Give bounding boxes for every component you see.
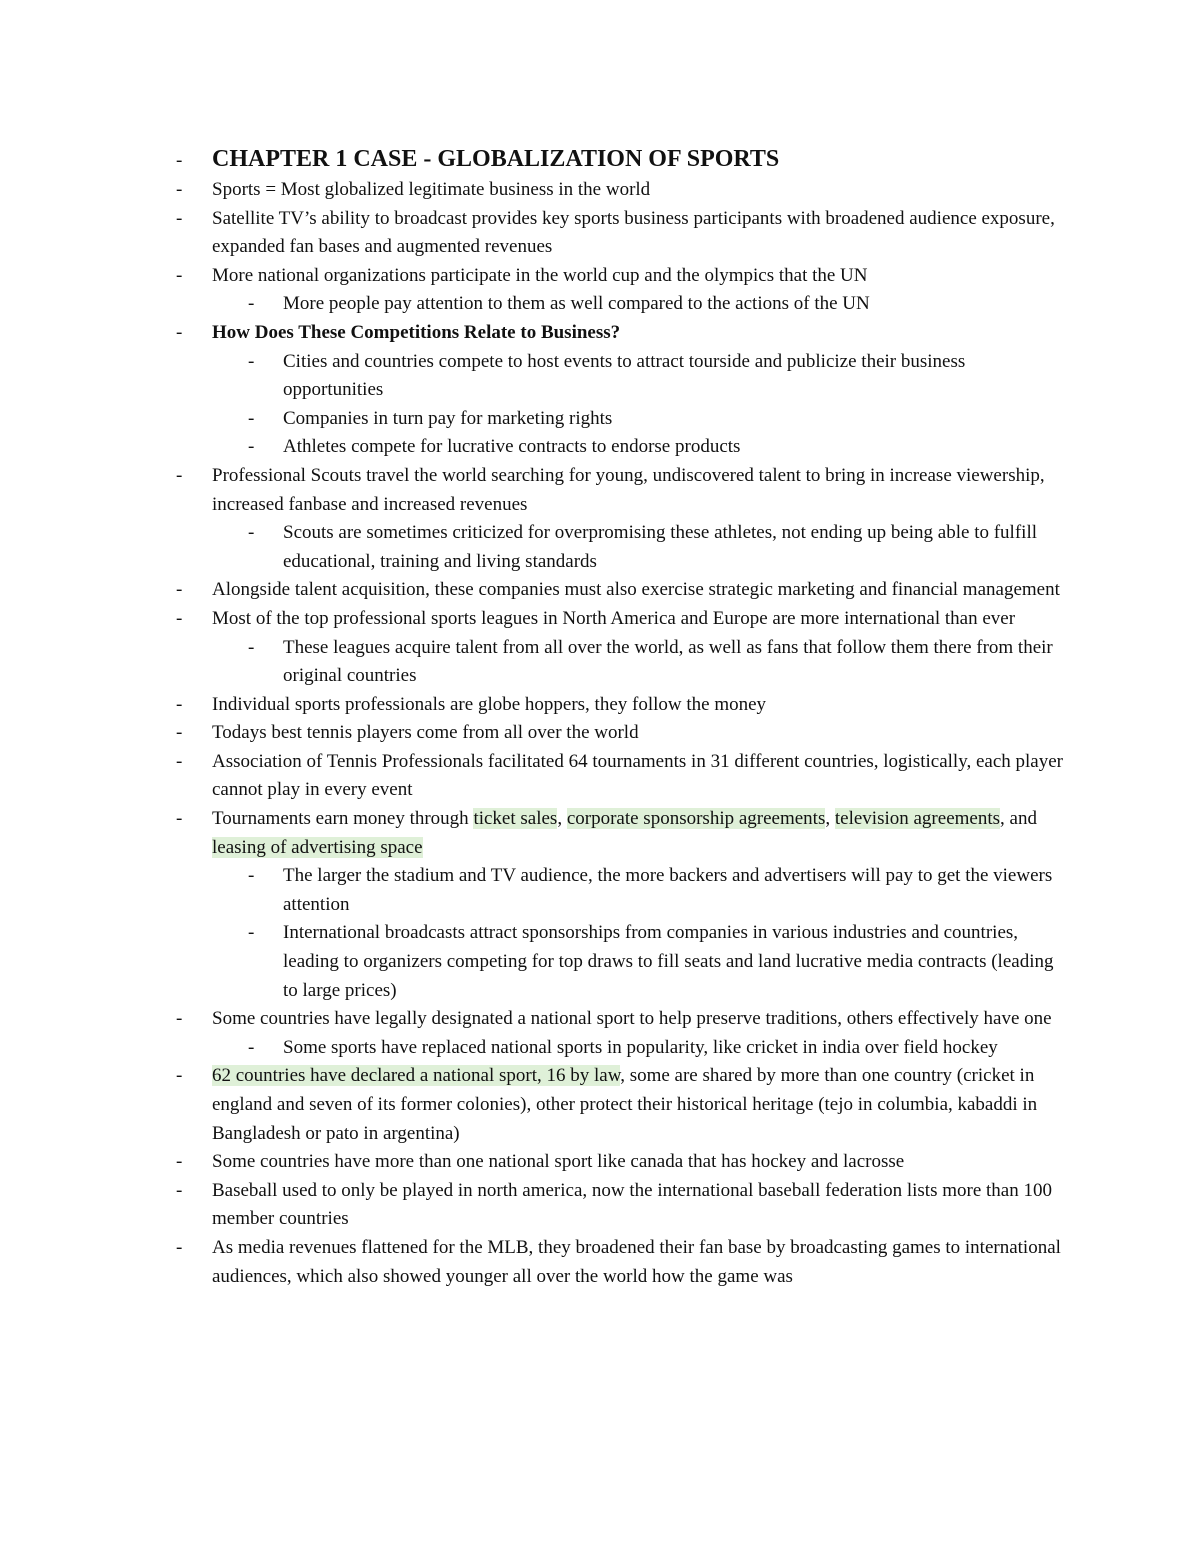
text-run: More people pay attention to them as well compared to the actions of the UN: [283, 293, 870, 315]
text-run: International broadcasts attract sponsorships from companies in various industries and countries, leading to organizers competing for top draws to fill seats and land lucrative media contracts (leading to large prices): [283, 922, 1054, 1001]
bullet-item: [170, 262, 1070, 291]
text-run: Some sports have replaced national sports in popularity, like cricket in india over field hockey: [283, 1036, 998, 1058]
bullet-item: [170, 462, 1070, 519]
text-run: ,: [557, 808, 567, 830]
bullet-text: [212, 322, 620, 343]
text-run: Professional Scouts travel the world searching for young, undiscovered talent to bring in increase viewership, increased fanbase and increased revenues: [212, 464, 1045, 515]
bullet-item: [170, 1177, 1070, 1234]
bullet-dash: -: [248, 436, 255, 458]
bullet-text: [283, 436, 740, 457]
bullet-text: [212, 722, 639, 743]
bullet-item: [170, 691, 1070, 720]
bullet-text: [212, 808, 1037, 858]
bullet-text: [212, 608, 1015, 629]
sub-bullet-item: [170, 290, 1070, 319]
text-run: Some countries have more than one national sport like canada that has hockey and lacrosse: [212, 1151, 905, 1173]
sub-bullet-item: [170, 433, 1070, 462]
bullet-dash: -: [248, 865, 255, 887]
bullet-dash: -: [176, 1179, 183, 1201]
bullet-text: [212, 1180, 1052, 1230]
highlighted-text: 62 countries have declared a national sport, 16 by law: [212, 1065, 621, 1087]
sub-bullet-item: [170, 919, 1070, 1005]
bullet-text: [212, 146, 779, 172]
sub-bullet-item: [170, 1034, 1070, 1063]
highlighted-text: leasing of advertising space: [212, 836, 423, 858]
bullet-dash: -: [176, 607, 183, 629]
text-run: Cities and countries compete to host events to attract tourside and publicize their business opportunities: [283, 350, 966, 401]
bullet-dash: -: [176, 693, 183, 715]
text-run: Todays best tennis players come from all over the world: [212, 722, 639, 744]
bullet-text: [212, 465, 1045, 515]
bullet-dash: -: [176, 1236, 183, 1258]
bullet-item: [170, 748, 1070, 805]
document-title: [170, 142, 1070, 176]
bullet-dash: -: [248, 636, 255, 658]
sub-bullet-item: [170, 519, 1070, 576]
bullet-text: [212, 1237, 1061, 1287]
bullet-item: [170, 205, 1070, 262]
bullet-dash: -: [176, 808, 183, 830]
bullet-item: [170, 1062, 1070, 1148]
bullet-dash: -: [248, 293, 255, 315]
bullet-dash: -: [176, 1151, 183, 1173]
text-run: Satellite TV’s ability to broadcast provides key sports business participants with broadened audience exposure, expanded fan bases and augmented revenues: [212, 207, 1055, 258]
highlighted-text: corporate sponsorship agreements: [566, 808, 826, 830]
text-run: Companies in turn pay for marketing rights: [283, 407, 613, 429]
bullet-item: [170, 719, 1070, 748]
text-run: Most of the top professional sports leagues in North America and Europe are more international than ever: [212, 607, 1016, 629]
bullet-dash: -: [176, 1065, 183, 1087]
bullet-item: [170, 319, 1070, 348]
bullet-text: [283, 522, 1037, 572]
bullet-dash: -: [176, 179, 183, 200]
bullet-dash: -: [176, 464, 183, 486]
bullet-text: [212, 208, 1055, 258]
bullet-dash: -: [248, 522, 255, 544]
bullet-item: [170, 1148, 1070, 1177]
sub-bullet-item: [170, 405, 1070, 434]
sub-bullet-item: [170, 634, 1070, 691]
bullet-text: [283, 865, 1052, 915]
bullet-text: [283, 1037, 998, 1058]
bullet-dash: -: [176, 1008, 183, 1030]
text-run: The larger the stadium and TV audience, the more backers and advertisers will pay to get the viewers attention: [283, 865, 1053, 915]
text-run: Individual sports professionals are globe hoppers, they follow the money: [212, 693, 767, 715]
bullet-text: [283, 408, 612, 429]
text-run: Athletes compete for lucrative contracts to endorse products: [283, 436, 741, 458]
bullet-text: [212, 694, 766, 715]
bullet-dash: -: [176, 150, 183, 171]
sub-bullet-item: [170, 862, 1070, 919]
text-run: , and: [1000, 808, 1037, 830]
highlighted-text: television agreements: [834, 808, 1001, 830]
bullet-item: [170, 176, 1070, 205]
bullet-dash: -: [176, 264, 183, 286]
highlighted-text: ticket sales: [473, 808, 558, 830]
text-run: ,: [825, 808, 835, 830]
bullet-text: [283, 637, 1053, 687]
bullet-dash: -: [176, 579, 183, 601]
bullet-list: [170, 142, 1070, 1291]
bullet-text: [212, 1151, 904, 1172]
bullet-item: [170, 1234, 1070, 1291]
bullet-dash: -: [176, 321, 183, 343]
text-run: These leagues acquire talent from all over the world, as well as fans that follow them there from their original countries: [283, 636, 1053, 687]
text-run: Baseball used to only be played in north america, now the international baseball federation lists more than 100 member countries: [212, 1179, 1052, 1230]
bullet-dash: -: [248, 922, 255, 944]
bullet-dash: -: [248, 1036, 255, 1058]
bullet-dash: -: [176, 750, 183, 772]
text-run: Scouts are sometimes criticized for overpromising these athletes, not ending up being able to fulfill educational, training and living standards: [283, 522, 1037, 572]
bullet-text: [212, 179, 650, 200]
sub-bullet-item: [170, 348, 1070, 405]
text-run: Sports = Most globalized legitimate business in the world: [212, 179, 651, 200]
bullet-text: [283, 922, 1053, 1000]
bullet-text: [212, 579, 1060, 600]
bullet-text: [212, 265, 868, 286]
bullet-text: [283, 293, 870, 314]
bullet-item: [170, 605, 1070, 634]
bullet-text: [212, 1065, 1037, 1143]
bullet-item: [170, 576, 1070, 605]
bullet-item: [170, 805, 1070, 862]
bullet-dash: -: [248, 350, 255, 372]
bullet-dash: -: [176, 207, 183, 229]
text-run: Association of Tennis Professionals facilitated 64 tournaments in 31 different countries, logistically, each player cannot play in every event: [212, 750, 1063, 801]
bullet-text: [212, 751, 1063, 801]
bullet-dash: -: [248, 407, 255, 429]
text-run: More national organizations participate in the world cup and the olympics that the UN: [212, 264, 868, 286]
text-run: , some are shared by more than one country (cricket in england and seven of its former colonies), other protect their historical heritage (tejo in columbia, kabaddi in Bangladesh or pato in argentina): [212, 1065, 1038, 1144]
bullet-text: [283, 351, 965, 401]
bullet-item: [170, 1005, 1070, 1034]
bullet-text: [212, 1008, 1052, 1029]
text-run: Some countries have legally designated a national sport to help preserve traditions, others effectively have one: [212, 1008, 1052, 1030]
text-run: Alongside talent acquisition, these companies must also exercise strategic marketing and financial management: [212, 579, 1060, 601]
text-run: As media revenues flattened for the MLB, they broadened their fan base by broadcasting games to international audiences, which also showed younger all over the world how the game was: [212, 1236, 1061, 1287]
text-run: How Does These Competitions Relate to Business?: [212, 321, 621, 343]
text-run: CHAPTER 1 CASE - GLOBALIZATION OF SPORTS: [212, 146, 780, 172]
text-run: Tournaments earn money through: [212, 808, 474, 830]
bullet-dash: -: [176, 722, 183, 744]
